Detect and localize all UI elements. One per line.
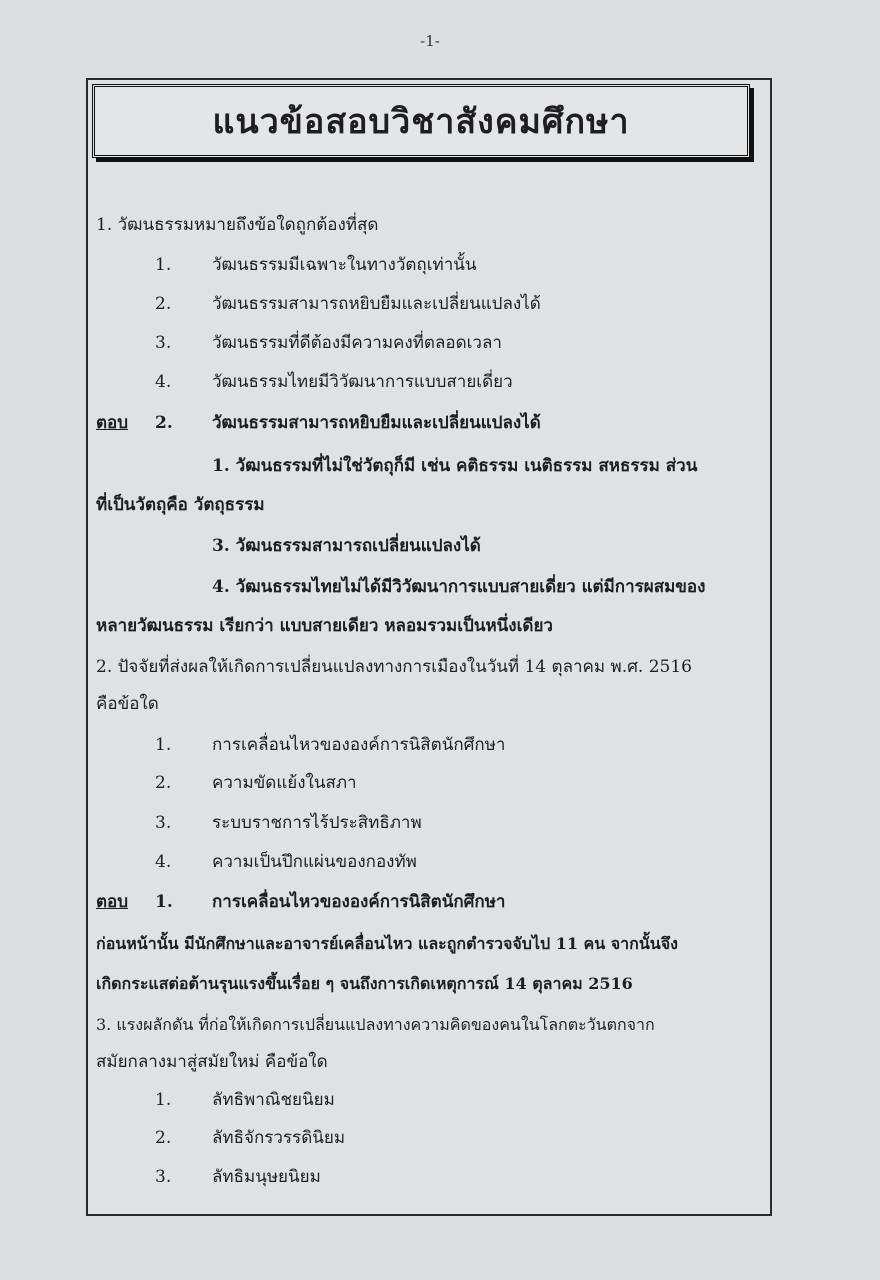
q2-option-1-text: การเคลื่อนไหวขององค์การนิสิตนักศึกษา	[212, 735, 506, 755]
question-3-text-line2: สมัยกลางมาสู่สมัยใหม่ คือข้อใด	[96, 1052, 328, 1072]
q3-option-1-text: ลัทธิพาณิชยนิยม	[212, 1090, 335, 1110]
q1-explanation-5: หลายวัฒนธรรม เรียกว่า แบบสายเดียว หลอมรวมเป็นหนึ่งเดียว	[96, 616, 553, 636]
q2-option-3-number: 3.	[155, 813, 172, 833]
question-3-text-line1: 3. แรงผลักดัน ที่ก่อให้เกิดการเปลี่ยนแปลงทางความคิดของคนในโลกตะวันตกจาก	[96, 1015, 655, 1034]
page-number: -1-	[420, 32, 440, 50]
q2-option-2-number: 2.	[155, 773, 172, 793]
q2-answer-text: การเคลื่อนไหวขององค์การนิสิตนักศึกษา	[212, 892, 506, 912]
q1-option-2-number: 2.	[155, 294, 172, 314]
q2-option-2-text: ความขัดแย้งในสภา	[212, 773, 357, 793]
q1-option-3-number: 3.	[155, 333, 172, 353]
content-frame	[86, 78, 772, 1216]
q1-explanation-2: ที่เป็นวัตถุคือ วัตถุธรรม	[96, 495, 265, 515]
q1-option-4-number: 4.	[155, 372, 172, 392]
q1-explanation-1: 1. วัฒนธรรมที่ไม่ใช่วัตถุก็มี เช่น คติธรรม เนติธรรม สหธรรม ส่วน	[212, 456, 698, 476]
q1-answer-label: ตอบ	[96, 413, 129, 433]
q1-explanation-3: 3. วัฒนธรรมสามารถเปลี่ยนแปลงได้	[212, 536, 481, 556]
q1-option-1-number: 1.	[155, 255, 172, 275]
q2-answer-label: ตอบ	[96, 892, 129, 912]
q3-option-3-number: 3.	[155, 1167, 172, 1187]
question-2-text-line2: คือข้อใด	[96, 694, 159, 714]
q1-option-4-text: วัฒนธรรมไทยมีวิวัฒนาการแบบสายเดี่ยว	[212, 372, 513, 392]
q3-option-2-number: 2.	[155, 1128, 172, 1148]
q1-option-3-text: วัฒนธรรมที่ดีต้องมีความคงที่ตลอดเวลา	[212, 333, 502, 353]
page-title: แนวข้อสอบวิชาสังคมศึกษา	[212, 102, 630, 142]
question-2-text-line1: 2. ปัจจัยที่ส่งผลให้เกิดการเปลี่ยนแปลงทางการเมืองในวันที่ 14 ตุลาคม พ.ศ. 2516	[96, 657, 692, 677]
q1-explanation-4: 4. วัฒนธรรมไทยไม่ได้มีวิวัฒนาการแบบสายเดี่ยว แต่มีการผสมของ	[212, 577, 706, 597]
q2-explanation-1: ก่อนหน้านั้น มีนักศึกษาและอาจารย์เคลื่อนไหว และถูกตำรวจจับไป 11 คน จากนั้นจึง	[96, 934, 678, 953]
q3-option-2-text: ลัทธิจักรวรรดินิยม	[212, 1128, 346, 1148]
q1-answer-number: 2.	[155, 413, 173, 433]
q3-option-1-number: 1.	[155, 1090, 172, 1110]
q1-option-1-text: วัฒนธรรมมีเฉพาะในทางวัตถุเท่านั้น	[212, 255, 477, 275]
q2-explanation-2: เกิดกระแสต่อต้านรุนแรงขึ้นเรื่อย ๆ จนถึงการเกิดเหตุการณ์ 14 ตุลาคม 2516	[96, 974, 633, 993]
title-box	[92, 84, 750, 158]
q2-option-1-number: 1.	[155, 735, 172, 755]
q2-option-4-text: ความเป็นปึกแผ่นของกองทัพ	[212, 852, 417, 872]
q1-answer-text: วัฒนธรรมสามารถหยิบยืมและเปลี่ยนแปลงได้	[212, 413, 541, 433]
q2-option-4-number: 4.	[155, 852, 172, 872]
question-1-text: 1. วัฒนธรรมหมายถึงข้อใดถูกต้องที่สุด	[96, 215, 379, 235]
q2-answer-number: 1.	[155, 892, 173, 912]
q1-option-2-text: วัฒนธรรมสามารถหยิบยืมและเปลี่ยนแปลงได้	[212, 294, 541, 314]
q3-option-3-text: ลัทธิมนุษยนิยม	[212, 1167, 321, 1187]
q2-option-3-text: ระบบราชการไร้ประสิทธิภาพ	[212, 813, 422, 833]
